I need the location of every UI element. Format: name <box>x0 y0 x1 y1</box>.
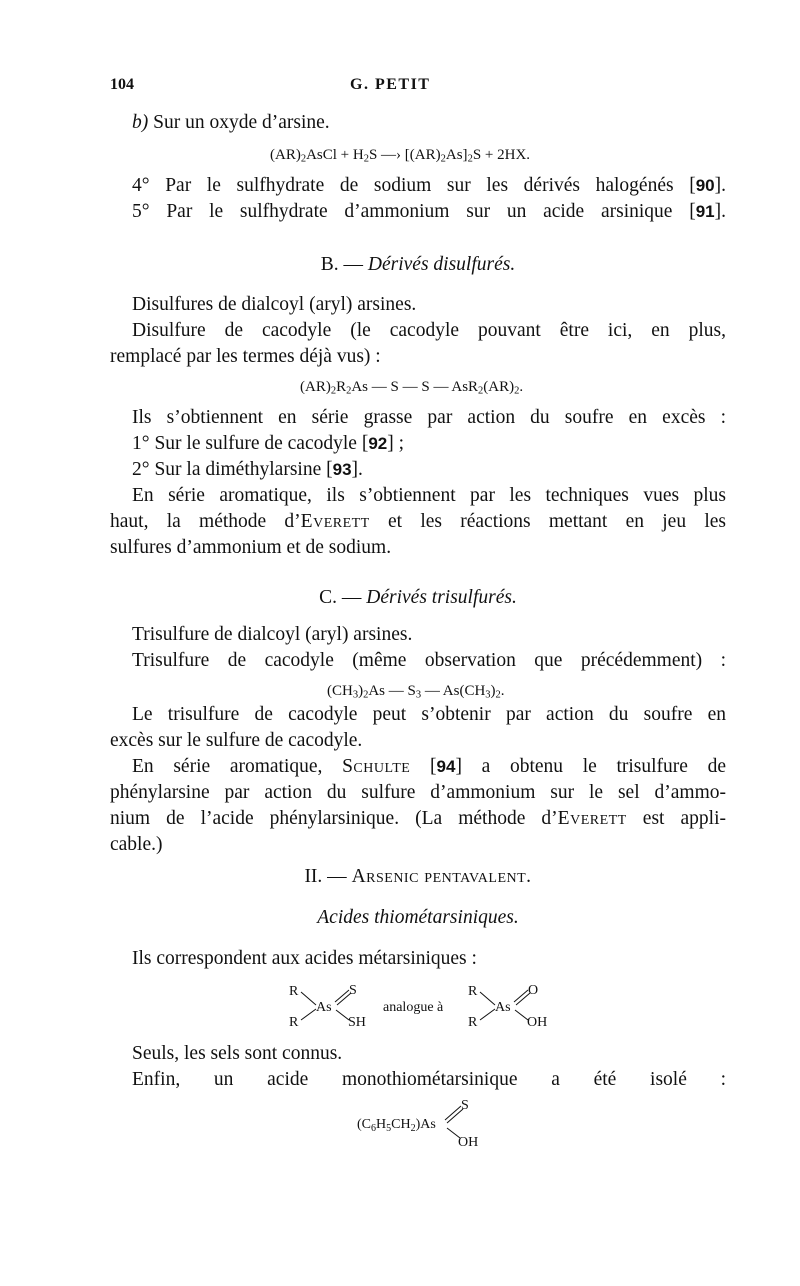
f2-sub: 2 <box>346 385 352 397</box>
b-item-2-num: 2° <box>132 459 150 480</box>
b-par4-text: haut, la méthode d’ <box>110 511 301 532</box>
section-c-title: Dérivés trisulfurés. <box>366 587 517 608</box>
s2-part: (C <box>357 1117 371 1132</box>
f3-part: (CH <box>327 683 353 699</box>
c-par4-text: En série aromatique, <box>132 756 343 777</box>
b-paragraph-3: Ils s’obtiennent en série grasse par action du soufre en excès : <box>132 407 726 428</box>
section-ii-heading <box>110 864 726 890</box>
item-4-num: 4° <box>132 175 150 196</box>
formula-1 <box>270 142 530 168</box>
f2-part: . <box>519 379 524 395</box>
c-par4-ref: 94 <box>436 757 456 776</box>
monothio-structure <box>357 1096 507 1152</box>
f3-sub: 3 <box>485 689 491 701</box>
f2-part: As — S — S — AsR <box>351 379 479 395</box>
s1-r-bot: R <box>289 1015 299 1030</box>
s2-formula <box>357 1117 436 1134</box>
section-ii-title: Arsenic pentavalent. <box>351 866 532 887</box>
c-paragraph-3-line-1: Le trisulfure de cacodyle peut s’obtenir par action du soufre en <box>132 704 726 725</box>
formula-3 <box>327 678 505 704</box>
section-ii-label: II. — <box>304 866 352 887</box>
f3-sub: 2 <box>363 689 369 701</box>
s2-top: S <box>461 1098 469 1113</box>
s1-top2: O <box>528 983 539 998</box>
ii-paragraph-3: Enfin, un acide monothiométarsinique a été isolé : <box>132 1069 726 1090</box>
f2-part: (AR) <box>300 379 331 395</box>
s1-bond <box>480 1009 495 1020</box>
s1-center: As <box>316 1000 332 1015</box>
section-b-heading <box>110 252 726 278</box>
item-5-num: 5° <box>132 201 150 222</box>
b-item-label: b) <box>132 112 149 133</box>
f1-sub: 2 <box>440 153 446 165</box>
s2-part: )As <box>415 1117 436 1132</box>
f3-sub: 3 <box>415 689 422 701</box>
f3-part: ) <box>358 683 364 699</box>
author-everett: Everett <box>300 511 370 532</box>
f3-part: — As(CH <box>421 683 486 699</box>
s1-r-top: R <box>289 984 299 999</box>
s1-bot: SH <box>348 1015 366 1030</box>
s2-bot: OH <box>458 1135 479 1150</box>
b-item-1 <box>132 431 404 457</box>
f2-part: (AR) <box>483 379 515 395</box>
b-item-2-text: Sur la diméthylarsine [ <box>154 459 333 480</box>
b-item-1-num: 1° <box>132 433 150 454</box>
s1-bond <box>480 992 495 1005</box>
f1-sub: 2 <box>363 153 369 165</box>
f3-sub: 3 <box>352 689 359 701</box>
f1-part: S + 2HX. <box>472 147 531 163</box>
ii-paragraph-1: Ils correspondent aux acides métarsiniques : <box>132 948 477 969</box>
b-par4-text: et les réactions mettant en jeu les <box>369 511 726 532</box>
section-b-label: B. — <box>320 254 368 275</box>
item-5-end: ]. <box>714 201 727 222</box>
b-paragraph-2-line-2: remplacé par les termes déjà vus) : <box>110 346 381 367</box>
s1-top: S <box>349 983 357 998</box>
s1-r2-bot: R <box>468 1015 478 1030</box>
item-5-text: Par le sulfhydrate d’ammonium sur un acide arsinique [ <box>166 201 696 222</box>
f3-sub: 2 <box>495 689 501 701</box>
b-item-1-end: ] ; <box>387 433 405 454</box>
f3-part: As — S <box>368 683 416 699</box>
c-paragraph-1: Trisulfure de dialcoyl (aryl) arsines. <box>132 624 413 645</box>
f3-part: . <box>500 683 505 699</box>
b-paragraph-1: Disulfures de dialcoyl (aryl) arsines. <box>132 294 417 315</box>
c-paragraph-4-line-2: phénylarsine par action du sulfure d’ammonium sur le sel d’ammo- <box>110 782 726 803</box>
item-4-ref: 90 <box>695 176 715 195</box>
s1-middle: analogue à <box>383 1000 444 1015</box>
f2-sub: 2 <box>330 385 337 397</box>
s2-sub: 6 <box>371 1123 376 1134</box>
s1-bond <box>301 992 316 1005</box>
author-schulte: Schulte <box>342 756 411 777</box>
subsection-title: Acides thiométarsiniques. <box>317 907 519 928</box>
f2-sub: 2 <box>478 385 484 397</box>
c-paragraph-4-line-4: cable.) <box>110 834 163 855</box>
author-everett: Everett <box>557 808 627 829</box>
f1-sub: 2 <box>300 153 307 165</box>
section-c-heading <box>110 585 726 611</box>
c-paragraph-4-line-3 <box>110 806 726 832</box>
b-paragraph-4-line-3: sulfures d’ammonium et de sodium. <box>110 537 392 558</box>
f1-part: (AR) <box>270 147 301 163</box>
f3-part: ) <box>490 683 496 699</box>
c-par4-text: nium de l’acide phénylarsinique. (La méthode d’ <box>110 808 558 829</box>
s1-r2-top: R <box>468 984 478 999</box>
s1-bond <box>301 1009 316 1020</box>
b-item-text: Sur un oxyde d’arsine. <box>153 112 330 133</box>
s1-bot2: OH <box>527 1015 548 1030</box>
c-paragraph-3-line-2: excès sur le sulfure de cacodyle. <box>110 730 363 751</box>
s2-sub: 2 <box>410 1123 416 1134</box>
f2-sub: 2 <box>514 385 520 397</box>
thio-structure-comparison <box>285 980 575 1032</box>
b-item <box>132 110 330 136</box>
section-b-title: Dérivés disulfurés. <box>367 254 516 275</box>
s1-center2: As <box>495 1000 511 1015</box>
f1-sub: 2 <box>467 153 473 165</box>
f2-part: R <box>336 379 347 395</box>
f1-part: As] <box>445 147 468 163</box>
b-paragraph-4-line-1: En série aromatique, ils s’obtiennent par les techniques vues plus <box>132 485 726 506</box>
ii-paragraph-2: Seuls, les sels sont connus. <box>132 1043 343 1064</box>
b-paragraph-2-line-1: Disulfure de cacodyle (le cacodyle pouvant être ici, en plus, <box>132 320 726 341</box>
item-4-text: Par le sulfhydrate de sodium sur les dérivés halogénés [ <box>165 175 696 196</box>
b-item-2-ref: 93 <box>332 460 352 479</box>
c-par4-text: a obtenu le trisulfure de <box>461 756 726 777</box>
c-paragraph-4-line-1: En série aromatique, Schulte [94] a obtenu le trisulfure de <box>132 756 726 777</box>
item-4-end: ]. <box>714 175 726 196</box>
c-par4-text: est appli- <box>626 808 726 829</box>
f1-part: AsCl + H <box>306 147 364 163</box>
item-5-ref: 91 <box>695 202 715 221</box>
f1-part: S —› [(AR) <box>368 147 441 163</box>
b-item-2 <box>132 457 363 483</box>
item-4 <box>132 173 726 199</box>
formula-2 <box>300 374 523 400</box>
page-number: 104 <box>110 76 134 93</box>
running-title: G. PETIT <box>350 76 431 93</box>
c-paragraph-2: Trisulfure de cacodyle (même observation que précédemment) : <box>132 650 726 671</box>
b-paragraph-4-line-2 <box>110 509 726 535</box>
b-item-1-ref: 92 <box>368 434 388 453</box>
b-item-1-text: Sur le sulfure de cacodyle [ <box>154 433 369 454</box>
item-5 <box>132 199 726 225</box>
s2-sub: 5 <box>386 1123 392 1134</box>
s2-part: CH <box>391 1117 411 1132</box>
b-item-2-end: ]. <box>351 459 363 480</box>
s2-part: H <box>376 1117 387 1132</box>
section-c-label: C. — <box>319 587 367 608</box>
